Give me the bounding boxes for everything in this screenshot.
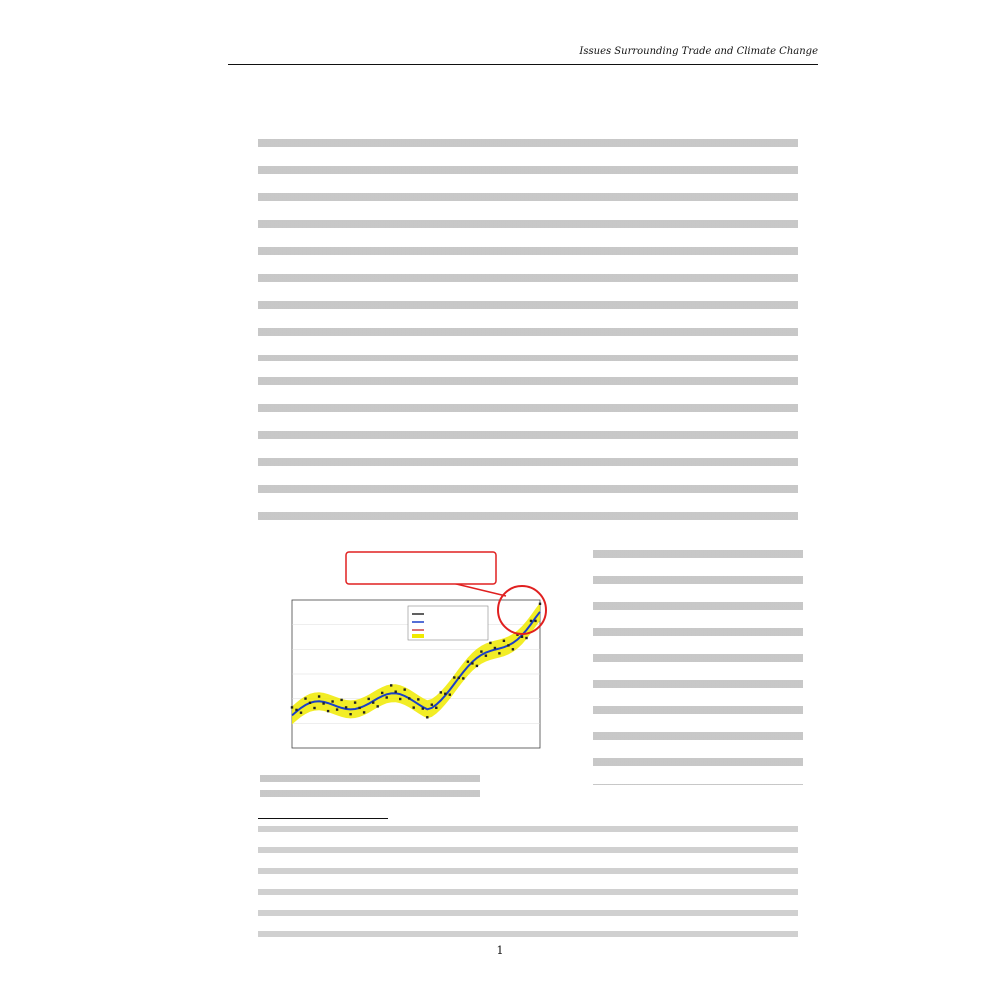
scatter-point: [467, 661, 469, 663]
scatter-point: [449, 694, 451, 696]
chart-legend: [408, 606, 488, 640]
footnote-1: [258, 826, 798, 853]
scatter-point: [295, 709, 297, 711]
scatter-point: [525, 637, 527, 639]
scatter-point: [413, 706, 415, 708]
scatter-point: [291, 706, 293, 708]
header-rule: [228, 64, 818, 65]
scatter-point: [395, 691, 397, 693]
scatter-point: [358, 707, 360, 709]
scatter-point: [534, 620, 536, 622]
scatter-point: [368, 698, 370, 700]
scatter-point: [331, 700, 333, 702]
scatter-point: [440, 691, 442, 693]
scatter-point: [431, 704, 433, 706]
figure-caption: [260, 775, 480, 805]
scatter-point: [322, 702, 324, 704]
scatter-point: [340, 699, 342, 701]
scatter-point: [458, 677, 460, 679]
header-right-title: Issues Surrounding Trade and Climate Change: [579, 46, 818, 57]
scatter-point: [390, 684, 392, 686]
scatter-point: [521, 636, 523, 638]
scatter-point: [336, 708, 338, 710]
scatter-point: [377, 705, 379, 707]
scatter-point: [381, 692, 383, 694]
page-number: 1: [496, 944, 504, 957]
scatter-point: [363, 711, 365, 713]
scatter-point: [354, 701, 356, 703]
scatter-point: [453, 676, 455, 678]
scatter-point: [349, 713, 351, 715]
body-paragraph-2: [258, 377, 798, 539]
temperature-chart: [258, 548, 558, 770]
body-paragraph-1: [258, 139, 798, 361]
page-header: [228, 44, 818, 62]
scatter-point: [408, 697, 410, 699]
scatter-point: [489, 642, 491, 644]
scatter-point: [372, 701, 374, 703]
climate-figure: [258, 548, 558, 770]
scatter-point: [426, 716, 428, 718]
scatter-point: [530, 620, 532, 622]
scatter-point: [485, 655, 487, 657]
scatter-point: [507, 644, 509, 646]
scatter-point: [476, 665, 478, 667]
scatter-point: [399, 698, 401, 700]
scatter-point: [313, 707, 315, 709]
scatter-point: [404, 688, 406, 690]
scatter-point: [512, 648, 514, 650]
side-column-text: [593, 550, 803, 785]
scatter-point: [422, 707, 424, 709]
footnote-2: [258, 868, 798, 937]
scatter-point: [318, 695, 320, 697]
scatter-point: [309, 702, 311, 704]
scatter-point: [300, 712, 302, 714]
scatter-point: [304, 697, 306, 699]
scatter-point: [417, 698, 419, 700]
scatter-point: [539, 603, 541, 605]
scatter-point: [327, 710, 329, 712]
scatter-point: [471, 662, 473, 664]
scatter-point: [435, 707, 437, 709]
scatter-point: [503, 640, 505, 642]
scatter-point: [494, 647, 496, 649]
scatter-point: [345, 706, 347, 708]
scatter-point: [480, 650, 482, 652]
scatter-point: [444, 693, 446, 695]
callout-box: [346, 552, 496, 584]
scatter-point: [462, 677, 464, 679]
footnote-rule: [258, 818, 388, 819]
scatter-point: [498, 652, 500, 654]
scatter-point: [386, 696, 388, 698]
